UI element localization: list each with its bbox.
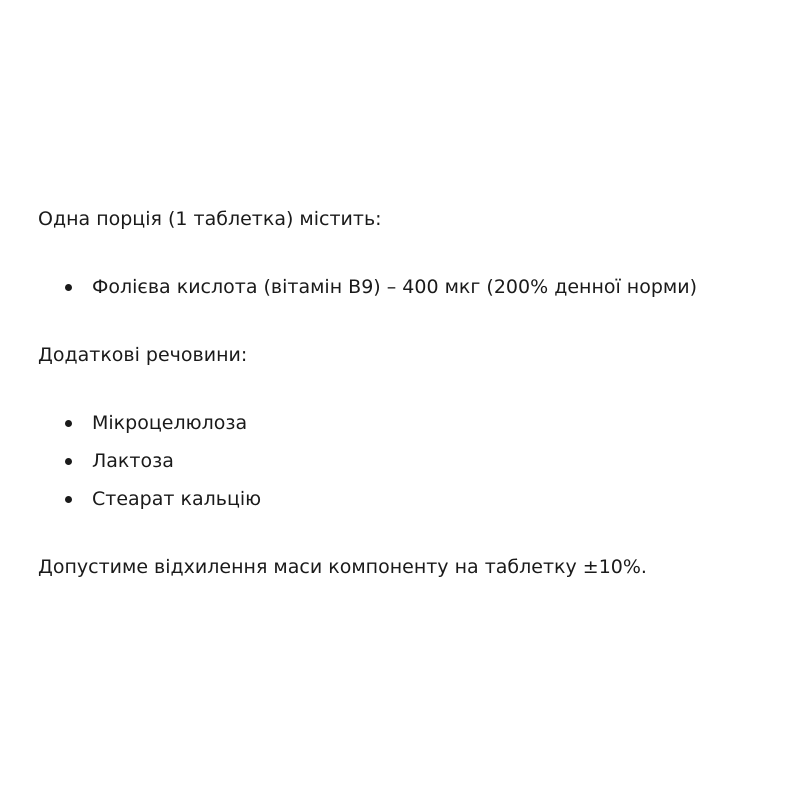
list-item bbox=[38, 480, 788, 518]
active-ingredient-label: Фолієва кислота (вітамін B9) – 400 мкг (200% денної норми) bbox=[92, 276, 698, 298]
bullet-icon bbox=[65, 420, 72, 427]
list-item bbox=[38, 442, 788, 480]
composition-intro: Одна порція (1 таблетка) містить: bbox=[38, 208, 382, 230]
excipients-list bbox=[38, 404, 788, 518]
active-ingredients-list bbox=[38, 268, 788, 306]
excipient-label: Мікроцелюлоза bbox=[92, 412, 248, 434]
tolerance-note: Допустиме відхилення маси компоненту на таблетку ±10%. bbox=[38, 556, 647, 578]
bullet-icon bbox=[65, 458, 72, 465]
excipient-label: Стеарат кальцію bbox=[92, 488, 262, 510]
excipients-heading: Додаткові речовини: bbox=[38, 344, 248, 366]
excipient-label: Лактоза bbox=[92, 450, 174, 472]
bullet-icon bbox=[65, 284, 72, 291]
product-composition bbox=[38, 200, 788, 586]
bullet-icon bbox=[65, 496, 72, 503]
list-item bbox=[38, 404, 788, 442]
list-item bbox=[38, 268, 788, 306]
